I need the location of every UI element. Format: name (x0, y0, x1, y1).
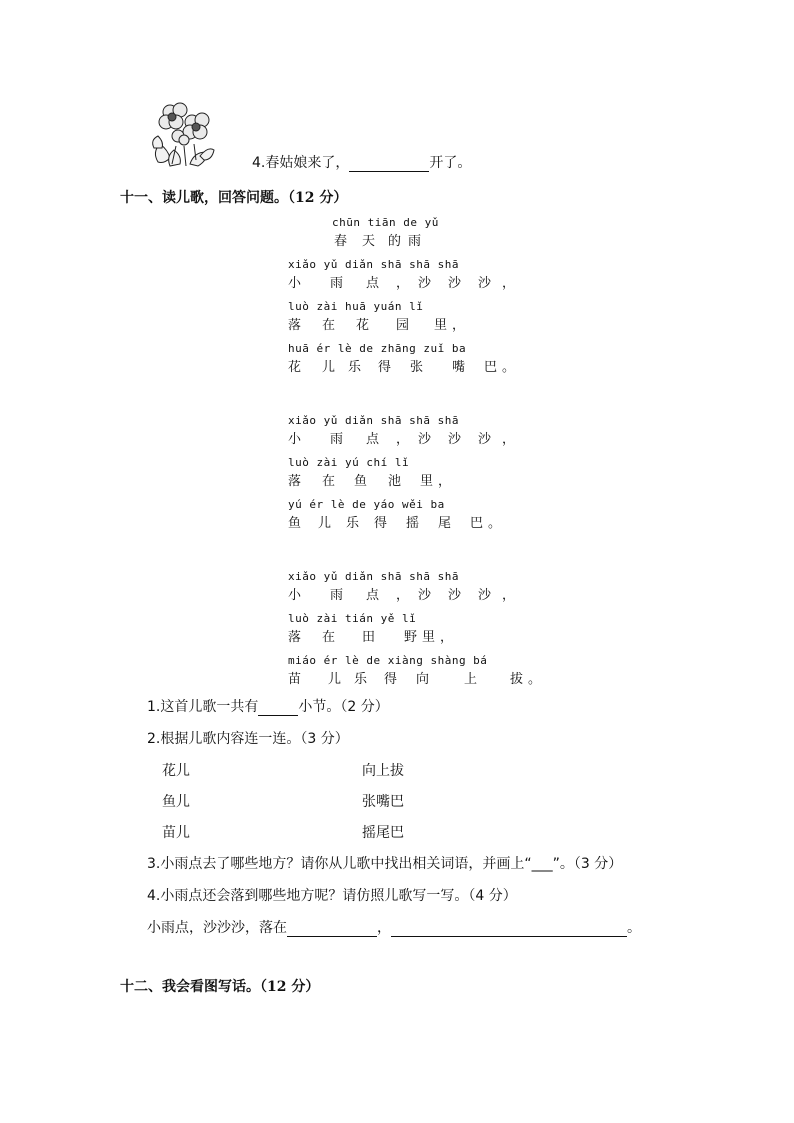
hanzi: 雨 (330, 432, 344, 447)
hanzi: 在 (322, 474, 336, 489)
question-1 (147, 696, 389, 716)
hanzi: 得 (384, 672, 398, 687)
hanzi: 嘴 (452, 360, 466, 375)
hanzi: 乐 (346, 516, 360, 531)
hanzi: 落 (288, 318, 302, 333)
pinyin: luò zài yú chí lǐ (288, 456, 410, 469)
hanzi: 尾 (438, 516, 452, 531)
poem-title-pinyin: chūn tiān de yǔ (332, 216, 439, 229)
hanzi: 花 (288, 360, 302, 375)
match-left-item[interactable]: 鱼儿 (162, 794, 190, 810)
pinyin: xiǎo yǔ diǎn shā shā shā (288, 570, 459, 583)
question-text: 4.春姑娘来了， (252, 155, 350, 171)
answer-separator: ， (377, 920, 391, 936)
hanzi: 得 (374, 516, 388, 531)
hanzi: 得 (378, 360, 392, 375)
pinyin: huā ér lè de zhāng zuǐ ba (288, 342, 467, 355)
hanzi: ， (502, 276, 516, 291)
match-right-item[interactable]: 摇尾巴 (362, 825, 404, 841)
answer-blank[interactable] (391, 922, 627, 937)
poem-line (288, 654, 548, 692)
hanzi: ， (502, 588, 516, 603)
hanzi: 拔 (510, 672, 524, 687)
hanzi: 鱼 (354, 474, 368, 489)
hanzi: 点 (366, 588, 380, 603)
hanzi: 儿 (322, 360, 336, 375)
hanzi: 雨 (330, 588, 344, 603)
hanzi: 野 (404, 630, 418, 645)
match-right-item[interactable]: 张嘴巴 (362, 794, 404, 810)
hanzi: 巴 (484, 360, 498, 375)
hanzi: 。 (502, 360, 516, 375)
hanzi: 儿 (328, 672, 342, 687)
flower-illustration (150, 100, 216, 170)
hanzi: 里 (434, 318, 448, 333)
hanzi: 小 (288, 588, 302, 603)
poem-line (288, 414, 548, 452)
hanzi: ， (396, 588, 410, 603)
hanzi: 点 (366, 432, 380, 447)
section-12-title: 十二、我会看图写话。（12 分） (120, 979, 320, 995)
hanzi: ， (438, 474, 452, 489)
hanzi: 雨 (330, 276, 344, 291)
poem-title-char: 雨 (408, 234, 422, 249)
pinyin: xiǎo yǔ diǎn shā shā shā (288, 258, 459, 271)
hanzi: 沙 (478, 432, 492, 447)
hanzi: 里 (420, 474, 434, 489)
poem-line (288, 258, 548, 296)
answer-blank[interactable] (258, 701, 298, 716)
question-text: 开了。 (429, 155, 472, 171)
answer-end: 。 (627, 920, 641, 936)
hanzi: 沙 (418, 432, 432, 447)
hanzi: ， (440, 630, 454, 645)
match-right-item[interactable]: 向上拔 (362, 763, 404, 779)
hanzi: 。 (528, 672, 542, 687)
hanzi: 乐 (348, 360, 362, 375)
match-left-item[interactable]: 花儿 (162, 763, 190, 779)
hanzi: 乐 (354, 672, 368, 687)
hanzi: 沙 (418, 588, 432, 603)
hanzi: 点 (366, 276, 380, 291)
hanzi: 苗 (288, 672, 302, 687)
hanzi: ， (396, 276, 410, 291)
poem-line (288, 612, 548, 650)
hanzi: 沙 (448, 276, 462, 291)
hanzi: 田 (362, 630, 376, 645)
question-4-answer-line (147, 917, 641, 937)
hanzi: 园 (396, 318, 410, 333)
question-text: 1.这首儿歌一共有 (147, 699, 259, 715)
poem-title-char: 天 (362, 234, 376, 249)
answer-blank[interactable] (349, 157, 429, 172)
answer-prefix: 小雨点，沙沙沙，落在 (147, 920, 287, 936)
hanzi: 张 (410, 360, 424, 375)
question-4-flower (252, 152, 471, 172)
section-11-title: 十一、读儿歌，回答问题。（12 分） (120, 190, 348, 206)
question-text: 小节。（2 分） (298, 699, 389, 715)
poem-line (288, 300, 548, 338)
pinyin: luò zài tián yě lǐ (288, 612, 417, 625)
poem-line (288, 342, 548, 380)
hanzi: 鱼 (288, 516, 302, 531)
poem-title-char: 的 (388, 234, 402, 249)
hanzi: 沙 (418, 276, 432, 291)
hanzi: 池 (388, 474, 402, 489)
hanzi: 小 (288, 276, 302, 291)
question-4: 4.小雨点还会落到哪些地方呢？请仿照儿歌写一写。（4 分） (147, 888, 517, 904)
poem (288, 216, 548, 696)
pinyin: xiǎo yǔ diǎn shā shā shā (288, 414, 459, 427)
question-3: 3.小雨点去了哪些地方？请你从儿歌中找出相关词语，并画上“___”。（3 分） (147, 856, 623, 872)
hanzi: 里 (422, 630, 436, 645)
hanzi: 在 (322, 318, 336, 333)
answer-blank[interactable] (287, 922, 377, 937)
hanzi: 沙 (448, 588, 462, 603)
hanzi: 上 (464, 672, 478, 687)
poem-line (288, 498, 548, 536)
hanzi: 沙 (478, 276, 492, 291)
poem-line (288, 456, 548, 494)
hanzi: 落 (288, 630, 302, 645)
hanzi: ， (502, 432, 516, 447)
hanzi: 巴 (470, 516, 484, 531)
poem-line (288, 570, 548, 608)
pinyin: miáo ér lè de xiàng shàng bá (288, 654, 488, 667)
hanzi: 儿 (318, 516, 332, 531)
pinyin: yú ér lè de yáo wěi ba (288, 498, 445, 511)
hanzi: 小 (288, 432, 302, 447)
hanzi: 摇 (406, 516, 420, 531)
hanzi: 向 (416, 672, 430, 687)
match-left-item[interactable]: 苗儿 (162, 825, 190, 841)
hanzi: 在 (322, 630, 336, 645)
poem-title-char: 春 (334, 234, 348, 249)
pinyin: luò zài huā yuán lǐ (288, 300, 424, 313)
hanzi: 。 (488, 516, 502, 531)
hanzi: 沙 (448, 432, 462, 447)
hanzi: 落 (288, 474, 302, 489)
poem-title (288, 216, 548, 254)
hanzi: ， (396, 432, 410, 447)
hanzi: 花 (356, 318, 370, 333)
hanzi: 沙 (478, 588, 492, 603)
hanzi: ， (452, 318, 466, 333)
question-2: 2.根据儿歌内容连一连。（3 分） (147, 731, 349, 747)
